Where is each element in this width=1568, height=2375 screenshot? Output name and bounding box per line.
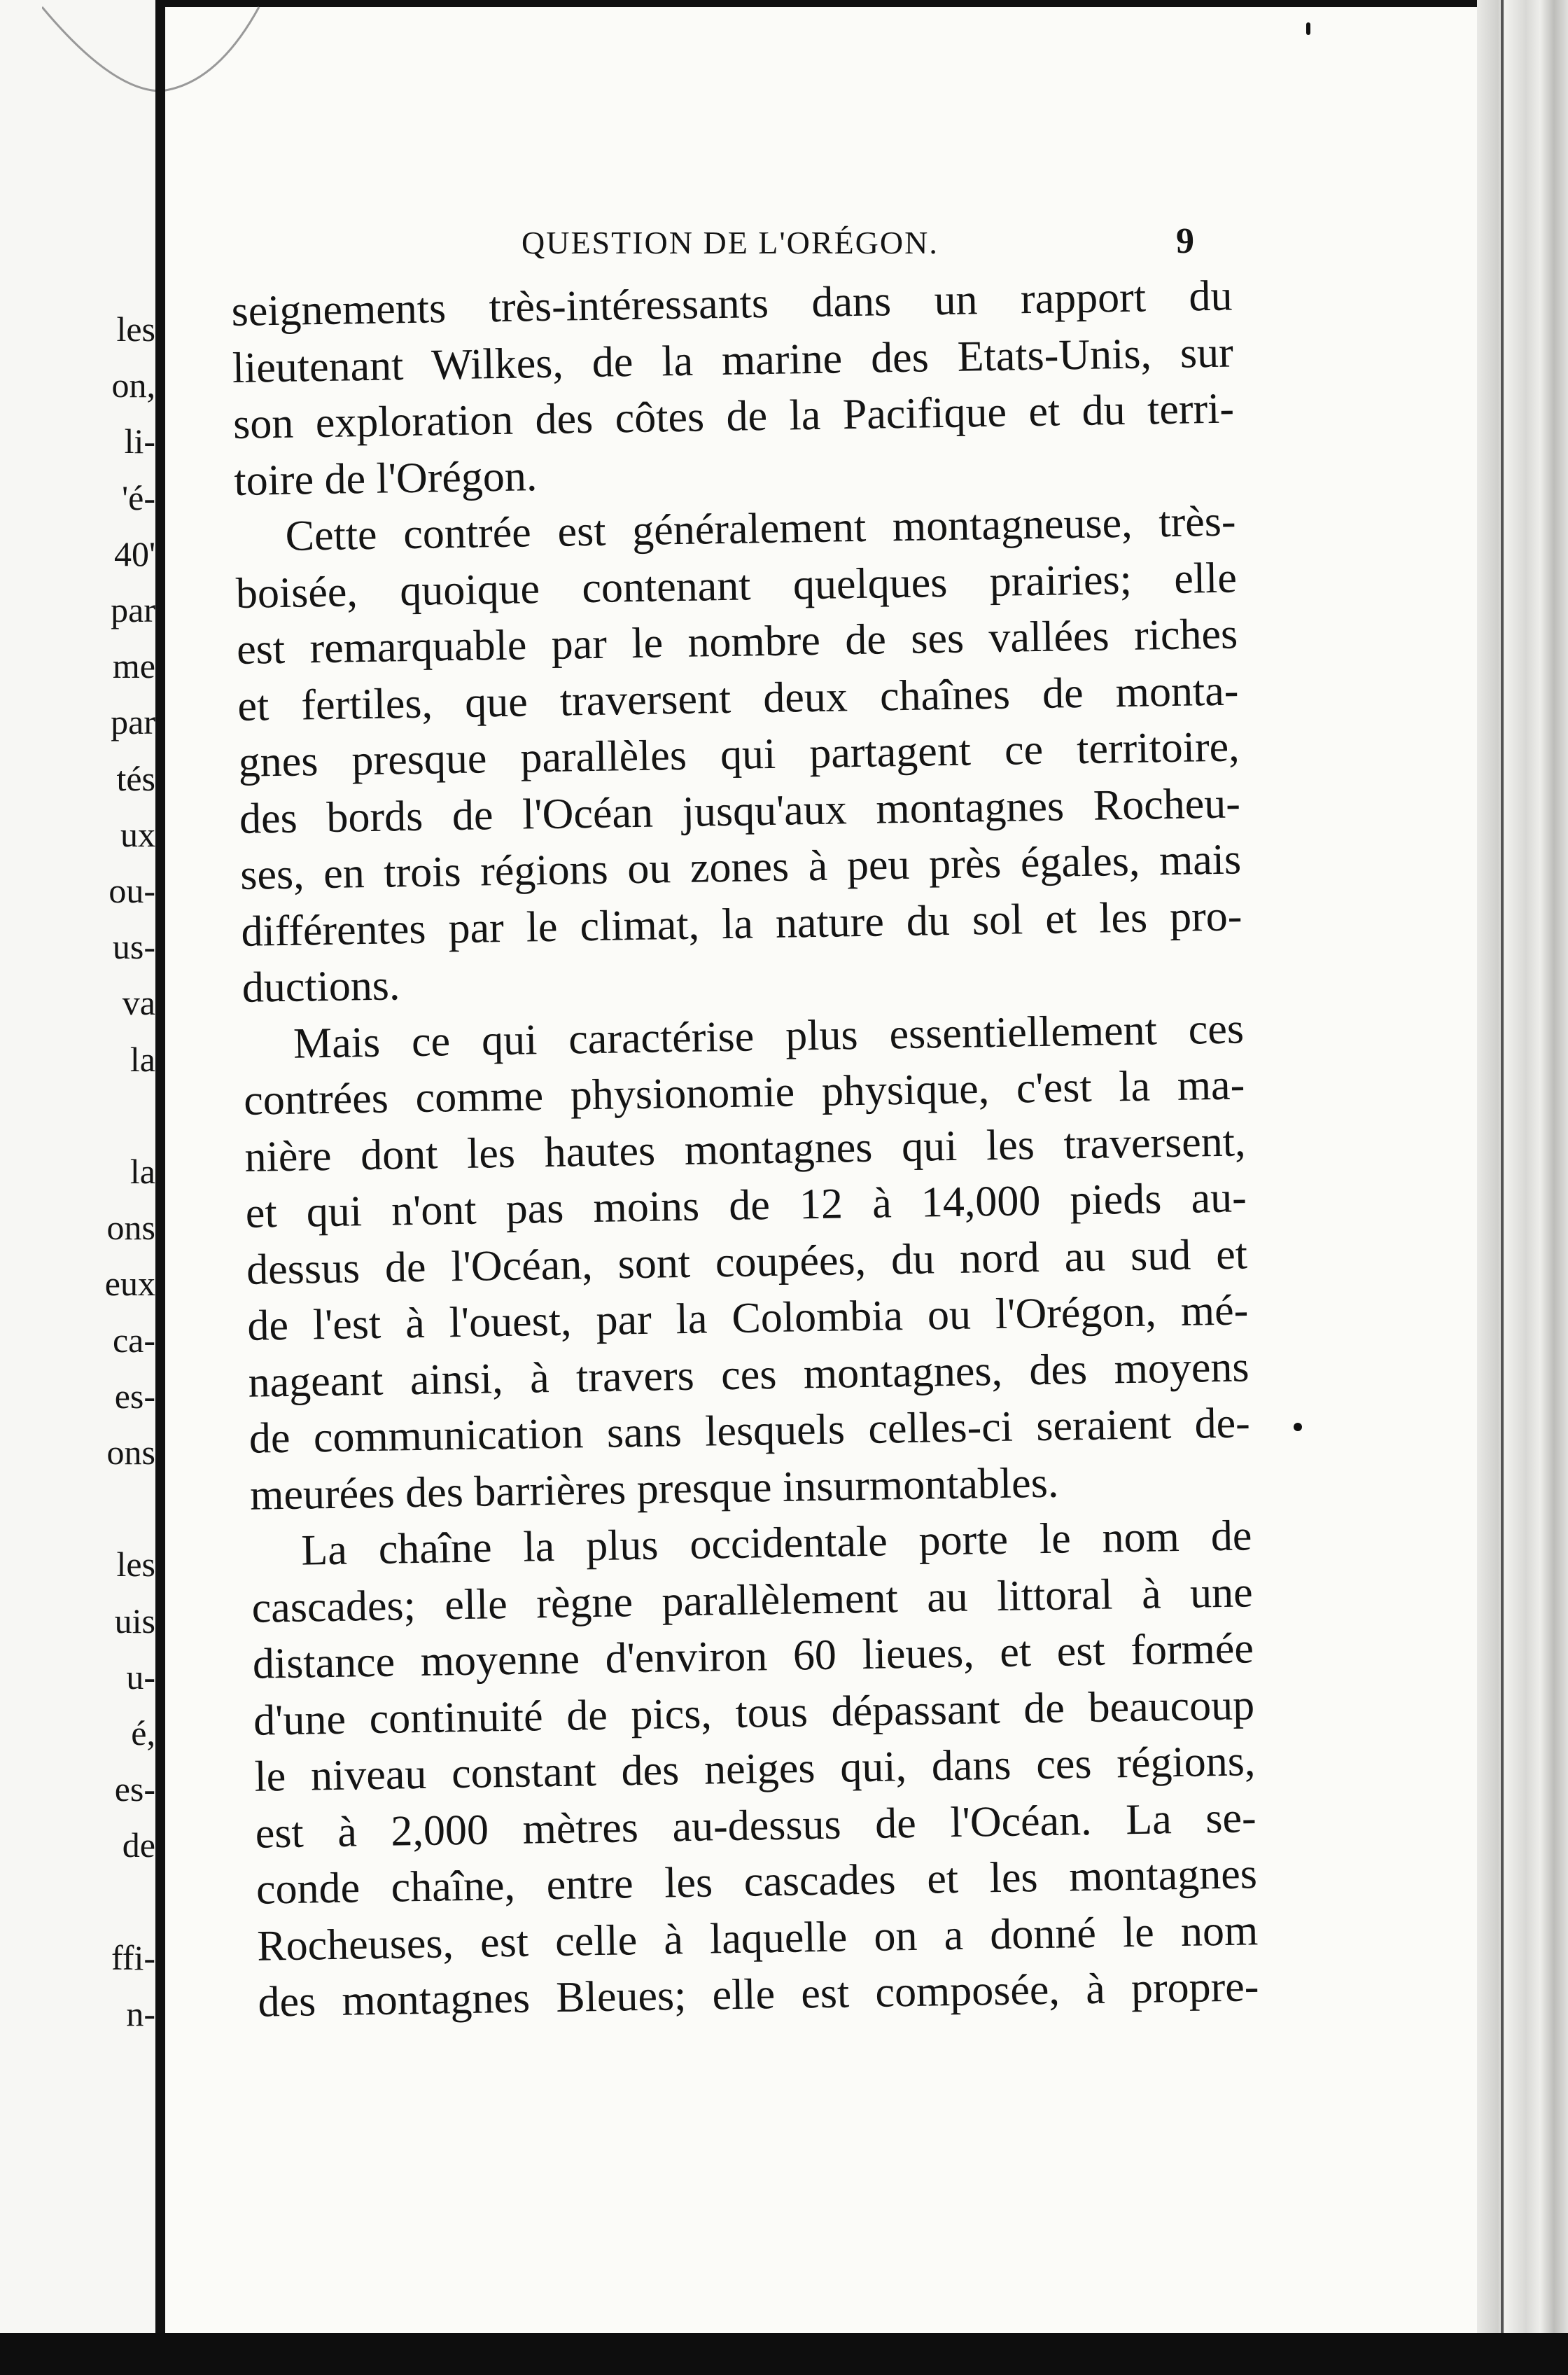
text-line: est remarquable par le nombre de ses vallées riches (236, 610, 1238, 674)
facing-page-fragment: é, (131, 1713, 155, 1753)
text-line: contrées comme physionomie physique, c'est la ma- (243, 1061, 1245, 1124)
facing-page-fragment: us- (112, 927, 155, 967)
text-line: La chaîne la plus occidentale porte le nom de (300, 1512, 1252, 1575)
facing-page-fragment: les (116, 1545, 155, 1585)
ink-speck (1306, 22, 1310, 35)
text-line: son exploration des côtes de la Pacifique et du terri- (232, 384, 1235, 448)
ink-speck (1294, 1423, 1302, 1431)
page-edges (1477, 0, 1568, 2339)
facing-page-fragment: ux (120, 814, 155, 854)
running-head: QUESTION DE L'ORÉGON. (522, 225, 939, 260)
text-line: distance moyenne d'environ 60 lieues, et est formée (252, 1624, 1254, 1688)
facing-page-fragment: ou- (108, 871, 155, 910)
text-line: nageant ainsi, à travers ces montagnes, des moyens (248, 1342, 1250, 1407)
text-line: ses, en trois régions ou zones à peu près égales, mais (239, 835, 1242, 899)
page-number: 9 (1176, 221, 1194, 261)
facing-page-fragment: es- (114, 1376, 155, 1416)
facing-page-fragment: de (122, 1825, 155, 1865)
text-line: d'une continuité de pics, tous dépassant de beaucoup (253, 1680, 1255, 1745)
facing-page-fragment: la (130, 1152, 155, 1191)
text-line: des montagnes Bleues; elle est composée, à propre- (258, 1963, 1259, 2026)
text-line: et fertiles, que traversent deux chaînes de monta- (237, 666, 1239, 730)
text-line: Cette contrée est généralement montagneuse, très- (285, 497, 1237, 560)
facing-page-fragment: li- (124, 422, 155, 461)
facing-page-fragment: ffi- (111, 1937, 155, 1977)
facing-page-fragment: ca- (112, 1320, 155, 1360)
text-line: Rocheuses, est celle à laquelle on a donné le nom (256, 1906, 1259, 1970)
facing-page-fragment: 40' (113, 534, 155, 573)
facing-page-fragment: u- (126, 1657, 155, 1697)
facing-page-fragment: les (116, 309, 155, 349)
facing-page-fragment: la (130, 1039, 155, 1079)
text-line: conde chaîne, entre les cascades et les montagnes (255, 1850, 1258, 1914)
text-line: nière dont les hautes montagnes qui les traversent, (244, 1117, 1246, 1181)
text-line: gnes presque parallèles qui partagent ce territoire, (238, 723, 1240, 786)
text-line: meurées des barrières presque insurmontables. (249, 1458, 1059, 1519)
text-line: lieutenant Wilkes, de la marine des Etats-Unis, sur (232, 328, 1234, 392)
facing-page-fragment: es- (114, 1769, 155, 1809)
facing-page-fragment: me (112, 646, 155, 686)
facing-page-fragment: par (111, 590, 155, 629)
text-line: cascades; elle règne parallèlement au littoral à une (251, 1568, 1254, 1632)
facing-page-fragment: par (111, 702, 155, 742)
text-line: des bords de l'Océan jusqu'aux montagnes Rocheu- (239, 779, 1241, 843)
text-line: le niveau constant des neiges qui, dans ces régions, (253, 1737, 1256, 1801)
text-line: est à 2,000 mètres au-dessus de l'Océan. La se- (255, 1793, 1257, 1858)
text-line: de communication sans lesquels celles-ci seraient de- (248, 1399, 1251, 1463)
text-line: dessus de l'Océan, sont coupées, du nord au sud et (246, 1230, 1248, 1294)
bottom-scan-border (0, 2333, 1568, 2375)
body-text (231, 268, 1259, 2031)
facing-page-fragment: 'é- (122, 478, 155, 517)
page-fold-curve (42, 0, 266, 98)
facing-page-fragment: on, (111, 365, 155, 405)
facing-page-fragment: ons (106, 1208, 155, 1248)
text-line: boisée, quoique contenant quelques prairies; elle (235, 553, 1238, 618)
binding-gutter (155, 0, 165, 2339)
page-edge-line (1501, 0, 1504, 2339)
facing-page-fragment: ons (106, 1433, 155, 1472)
facing-page-fragment: n- (126, 1994, 155, 2033)
facing-page-fragment: tés (116, 758, 155, 798)
text-line: ductions. (241, 961, 400, 1012)
facing-page-fragment: uis (114, 1601, 155, 1641)
text-line: de l'est à l'ouest, par la Colombia ou l'Orégon, mé- (246, 1286, 1249, 1350)
text-line: Mais ce qui caractérise plus essentiellement ces (293, 1004, 1245, 1068)
text-line: toire de l'Orégon. (233, 452, 538, 505)
text-line: seignements très-intéressants dans un rapport du (231, 272, 1233, 335)
facing-page-fragment: eux (104, 1264, 155, 1304)
facing-page-fragment: va (122, 983, 155, 1023)
text-line: et qui n'ont pas moins de 12 à 14,000 pieds au- (245, 1173, 1247, 1237)
text-line: différentes par le climat, la nature du sol et les pro- (241, 891, 1242, 956)
